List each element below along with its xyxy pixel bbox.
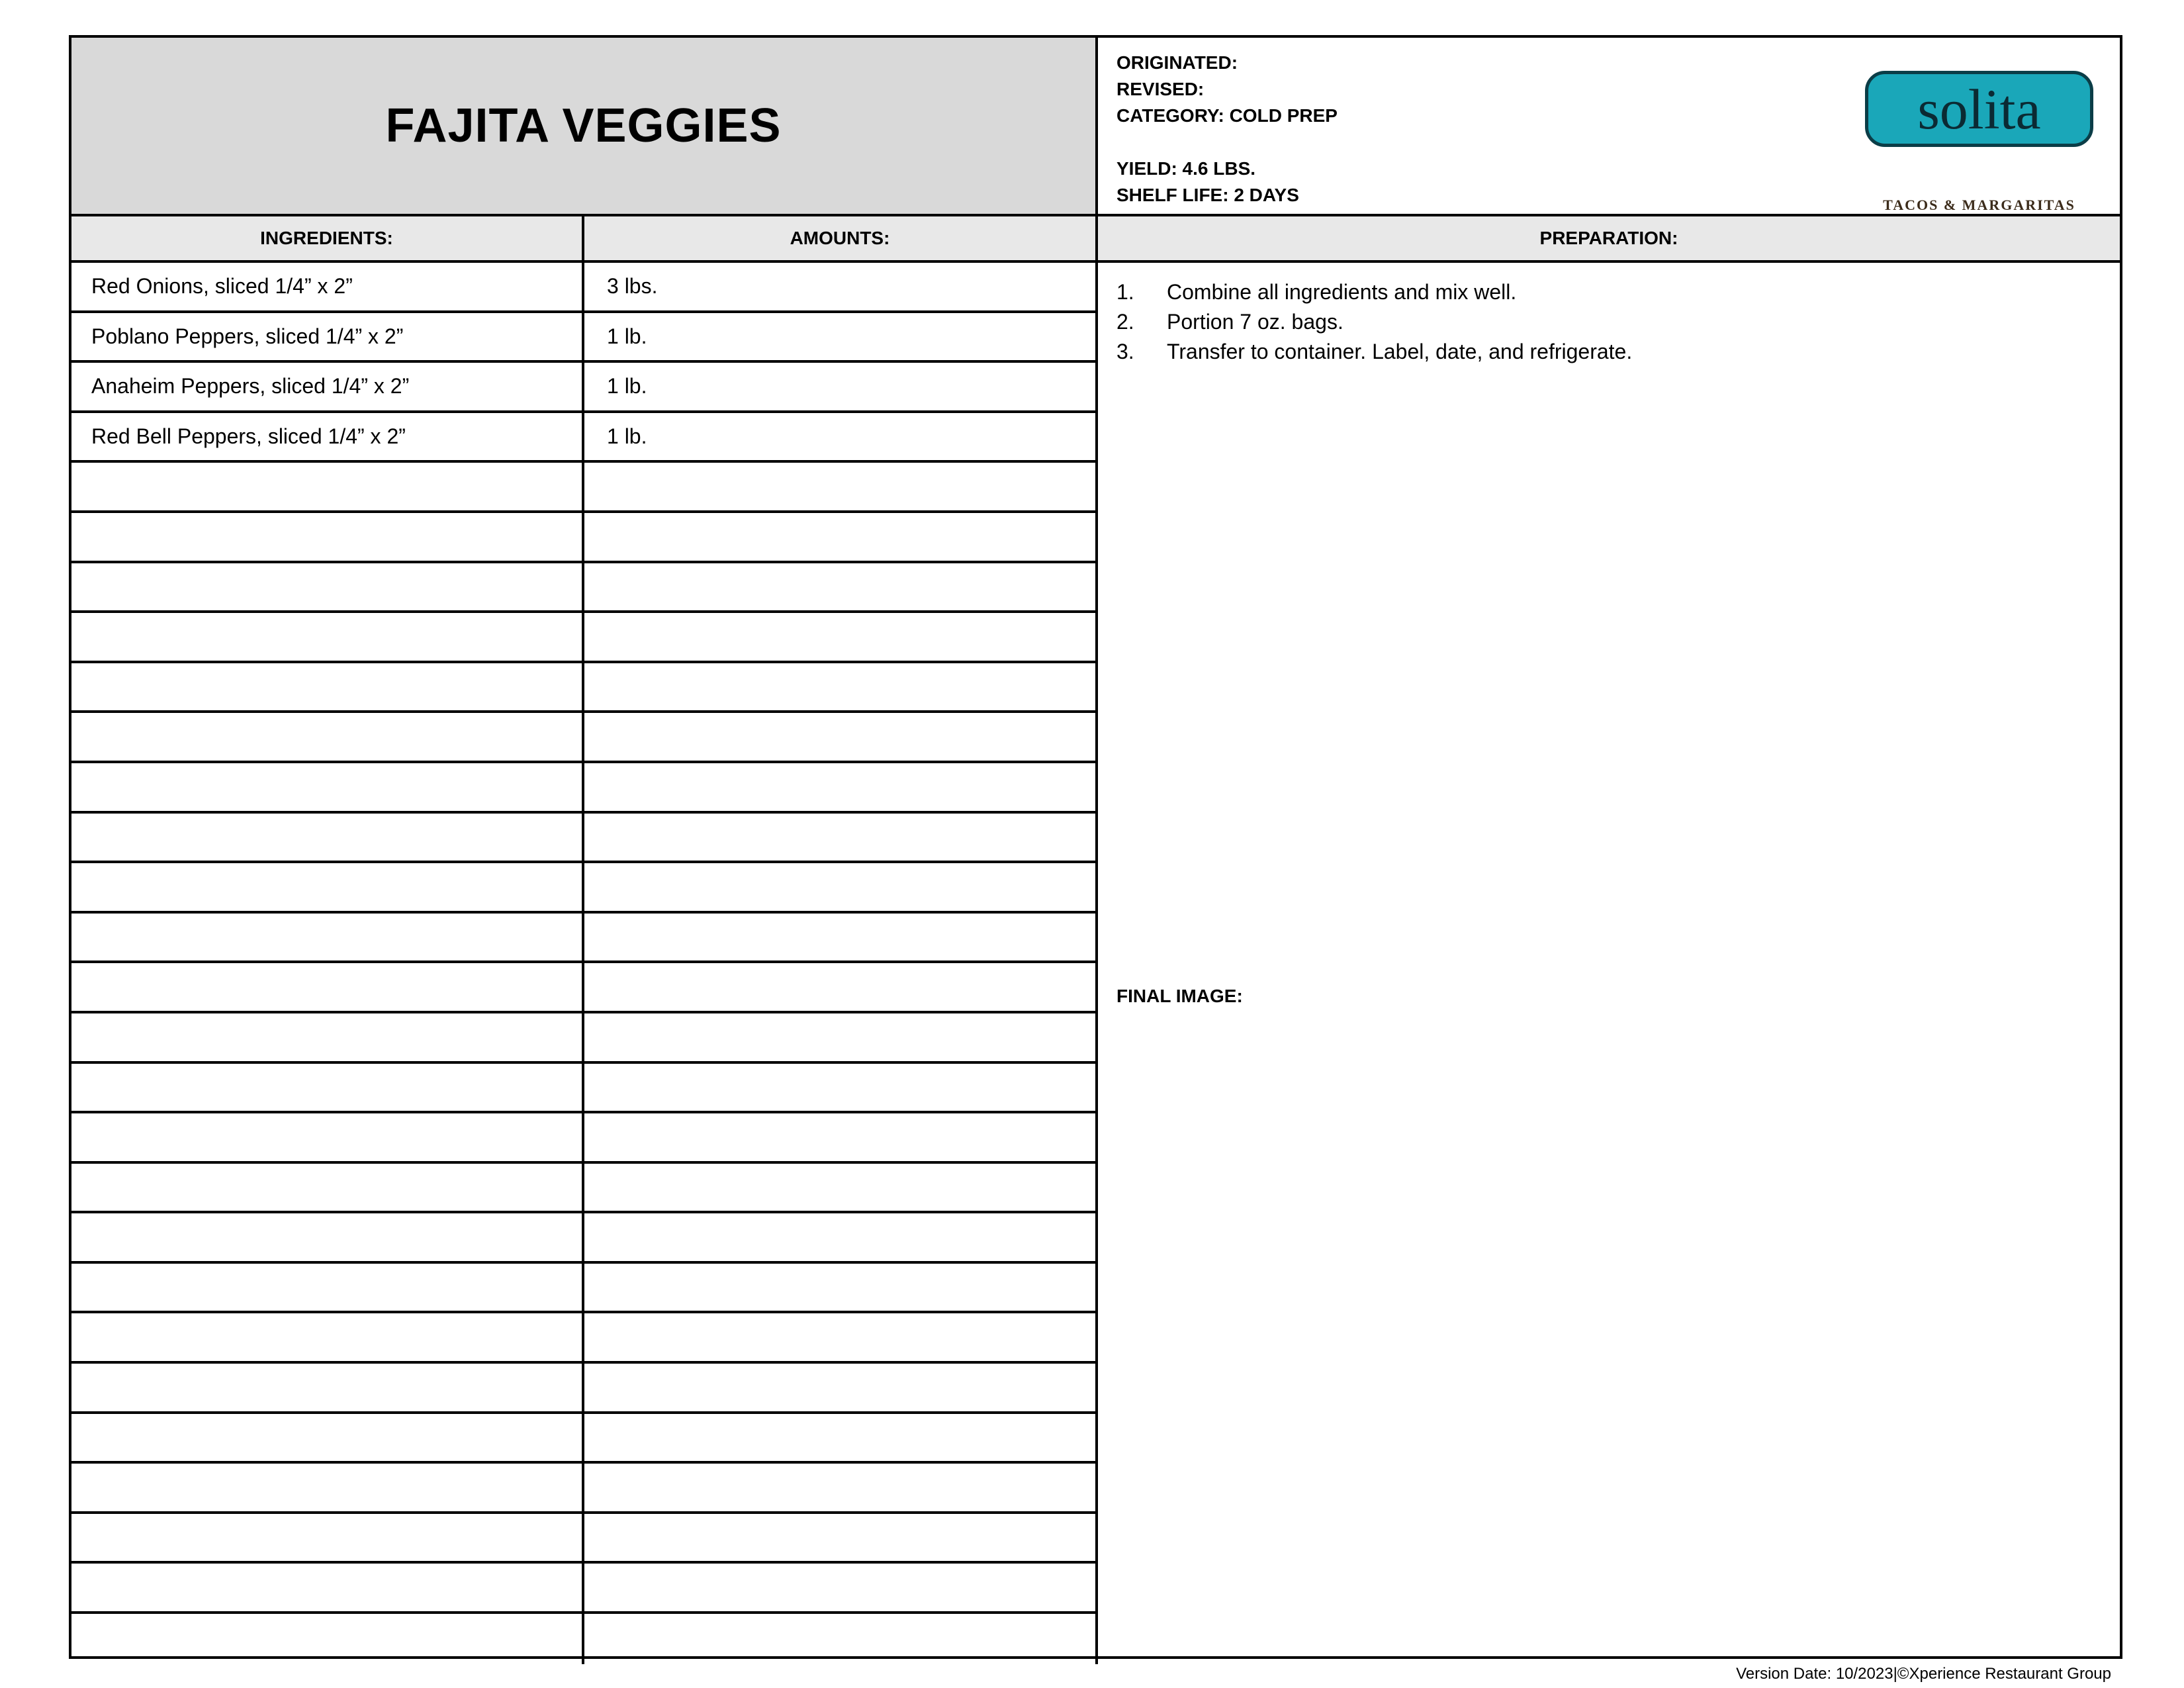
amount-cell [584,1564,1098,1611]
table-row [71,613,1098,663]
table-row [71,363,1098,413]
amount-cell [584,914,1098,961]
ingredient-cell: Red Onions, sliced 1/4” x 2” [71,263,584,310]
meta-spacer [1116,129,1338,156]
table-row [71,1164,1098,1214]
ingredient-cell [71,1564,584,1611]
amount-cell [584,963,1098,1011]
preparation-step [1116,307,1632,337]
amount-cell [584,1213,1098,1261]
preparation-step [1116,277,1632,307]
amount-cell [584,1414,1098,1462]
table-row [71,413,1098,463]
ingredient-cell: Red Bell Peppers, sliced 1/4” x 2” [71,413,584,461]
ingredient-cell [71,463,584,510]
ingredient-cell [71,1514,584,1562]
shelf-life-label: SHELF LIFE: 2 DAYS [1116,185,1299,205]
step-text: Combine all ingredients and mix well. [1167,280,1517,304]
table-row [71,1313,1098,1364]
recipe-title: FAJITA VEGGIES [385,99,782,152]
solita-logo [1865,71,2093,213]
ingredient-cell [71,713,584,761]
recipe-card [69,35,2122,1659]
version-footer: Version Date: 10/2023|©Xperience Restaurant Group [1736,1665,2111,1683]
amount-cell [584,1514,1098,1562]
ingredient-cell [71,1213,584,1261]
amount-cell [584,1064,1098,1111]
table-row [71,1013,1098,1064]
ingredient-cell [71,1364,584,1411]
ingredient-cell [71,1414,584,1462]
amount-cell [584,713,1098,761]
amount-cell [584,1313,1098,1361]
amount-cell [584,1464,1098,1511]
final-image-label: FINAL IMAGE: [1116,986,1243,1006]
amount-cell [584,814,1098,861]
table-row [71,563,1098,614]
amount-cell: 1 lb. [584,363,1098,410]
amount-cell [584,1164,1098,1211]
amount-cell [584,513,1098,561]
ingredient-cell [71,1614,584,1664]
table-row [71,463,1098,513]
step-number: 1. [1116,280,1134,304]
ingredient-cell [71,914,584,961]
title-cell [71,38,1098,216]
revised-label: REVISED: [1116,79,1205,99]
step-number: 2. [1116,310,1134,334]
ingredient-cell: Poblano Peppers, sliced 1/4” x 2” [71,313,584,361]
amount-cell [584,663,1098,711]
step-text: Transfer to container. Label, date, and refrigerate. [1167,340,1633,363]
ingredient-cell [71,663,584,711]
ingredient-cell [71,1164,584,1211]
table-row [71,1514,1098,1564]
amount-cell: 1 lb. [584,313,1098,361]
ingredient-cell [71,763,584,811]
preparation-step [1116,337,1632,367]
step-number: 3. [1116,340,1134,363]
amount-cell [584,613,1098,661]
table-row [71,1364,1098,1414]
ingredient-cell [71,863,584,911]
amount-cell [584,1264,1098,1311]
yield-label: YIELD: 4.6 LBS. [1116,158,1256,179]
table-row [71,1064,1098,1114]
ingredient-cell [71,1313,584,1361]
amount-cell [584,1614,1098,1664]
category-label: CATEGORY: COLD PREP [1116,105,1338,126]
table-row [71,963,1098,1013]
ingredient-cell [71,613,584,661]
ingredient-cell [71,1064,584,1111]
table-row [71,863,1098,914]
amount-cell: 3 lbs. [584,263,1098,310]
ingredient-cell: Anaheim Peppers, sliced 1/4” x 2” [71,363,584,410]
table-row [71,1113,1098,1164]
ingredient-cell [71,814,584,861]
amount-cell [584,863,1098,911]
table-row [71,513,1098,563]
ingredient-table [71,263,1098,1664]
meta-block [1116,50,1338,209]
ingredient-cell [71,1264,584,1311]
ingredient-cell [71,563,584,611]
table-row [71,1264,1098,1314]
originated-label: ORIGINATED: [1116,52,1238,73]
meta-cell [1098,38,2120,216]
logo-wordmark: solita [1917,77,2041,141]
amount-cell [584,463,1098,510]
amount-cell [584,1113,1098,1161]
logo-tagline: TACOS & MARGARITAS [1883,197,2075,213]
ingredient-cell [71,513,584,561]
ingredients-header: INGREDIENTS: [71,216,584,263]
amount-cell [584,563,1098,611]
table-row [71,914,1098,964]
ingredient-cell [71,1113,584,1161]
amounts-header: AMOUNTS: [584,216,1098,263]
ingredient-cell [71,1464,584,1511]
table-row [71,814,1098,864]
amount-cell [584,763,1098,811]
table-row [71,1213,1098,1264]
ingredient-cell [71,1013,584,1061]
table-row [71,263,1098,313]
table-row [71,1614,1098,1664]
preparation-steps [1116,277,1632,367]
table-row [71,663,1098,714]
table-row [71,1414,1098,1464]
logo-badge [1865,71,2093,147]
amount-cell [584,1013,1098,1061]
table-row [71,313,1098,363]
table-row [71,1464,1098,1514]
amount-cell [584,1364,1098,1411]
ingredient-cell [71,963,584,1011]
table-row [71,763,1098,814]
preparation-area [1098,263,2120,1656]
table-row [71,713,1098,763]
amount-cell: 1 lb. [584,413,1098,461]
table-row [71,1564,1098,1614]
preparation-header: PREPARATION: [1098,216,2120,263]
step-text: Portion 7 oz. bags. [1167,310,1343,334]
